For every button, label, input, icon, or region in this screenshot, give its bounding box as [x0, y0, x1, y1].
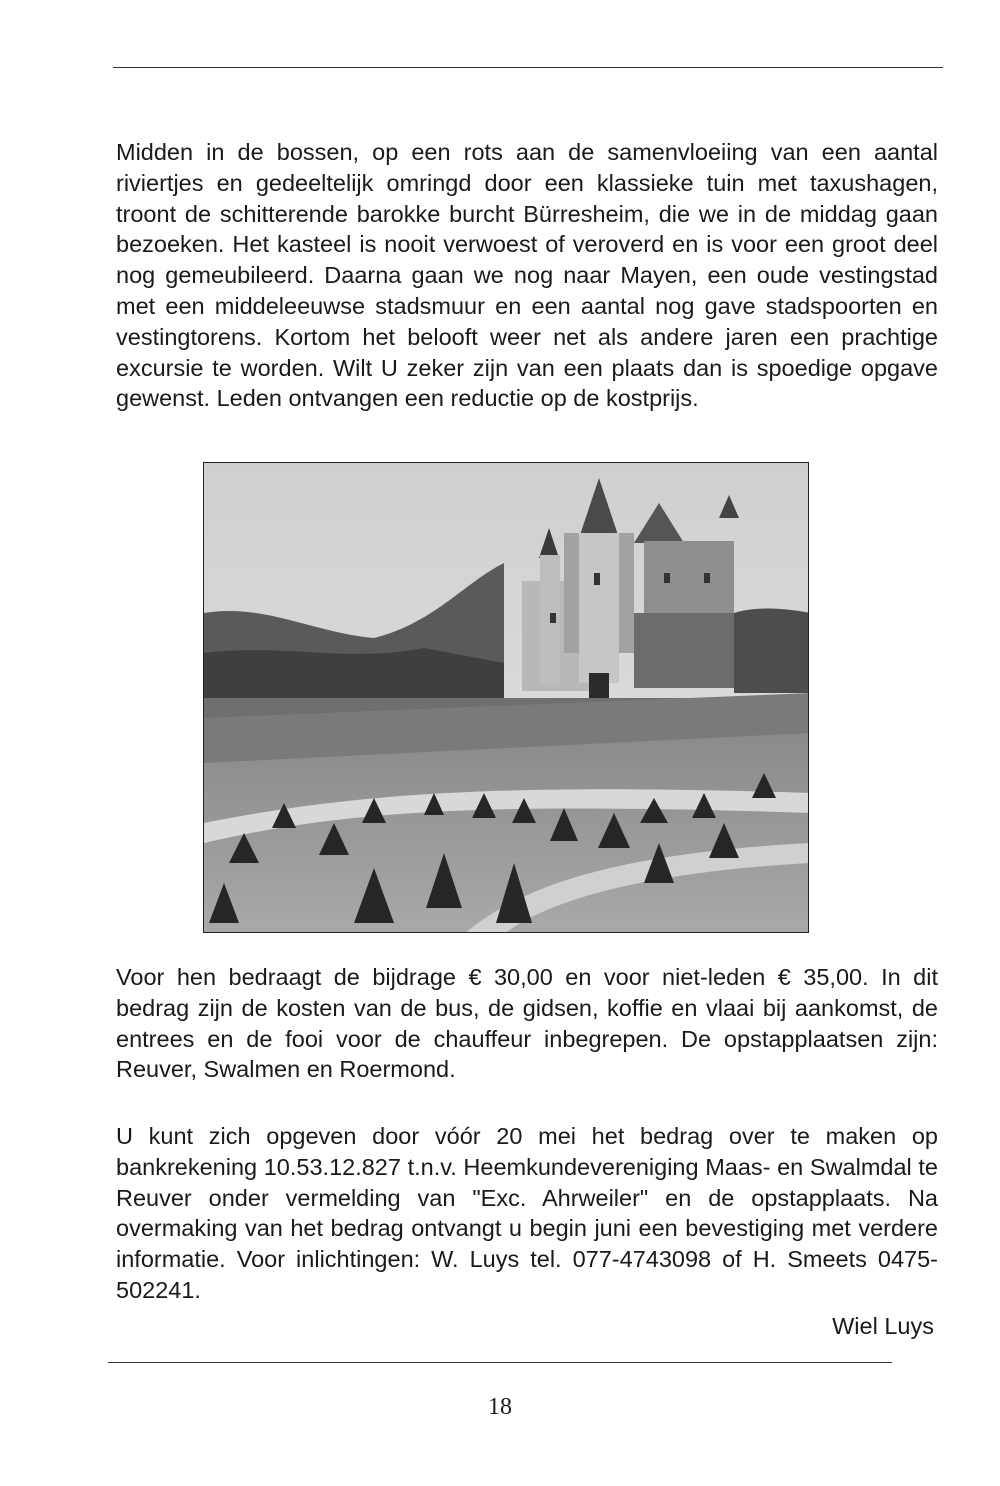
page-number: 18: [488, 1394, 512, 1420]
bottom-rule: [108, 1362, 892, 1363]
paragraph-costs: Voor hen bedraagt de bijdrage € 30,00 en voor niet-leden € 35,00. In dit bedrag zijn de kosten van de bus, de gidsen, koffie en vlaai bij aankomst, de entrees en de fooi voor de chauffeur inbegrepen. De opstapplaatsen zijn: Reuver, Swalmen en Roermond.: [116, 964, 938, 1083]
top-rule: [113, 67, 943, 68]
paragraph-intro: Midden in de bossen, op een rots aan de samenvloeiing van een aantal riviertjes en gedeeltelijk omringd door een klassieke tuin met taxushagen, troont de schitterende barokke burcht Bürresheim, die we in de middag gaan bezoeken. Het kasteel is nooit verwoest of veroverd en is voor een groot deel nog gemeubileerd. Daarna gaan we nog naar Mayen, een oude vestingstad met een middeleeuwse stadsmuur en een aantal nog gave stadspoorten en vestingtorens. Kortom het belooft weer net als andere jaren een prachtige excursie te worden. Wilt U zeker zijn van een plaats dan is spoedige opgave gewenst. Leden ontvangen een reductie op de kostprijs.: [116, 139, 938, 412]
signature: Wiel Luys: [832, 1313, 934, 1339]
paragraph-registration: U kunt zich opgeven door vóór 20 mei het bedrag over te maken op bankrekening 10.53.12.827 t.n.v. Heemkundevereniging Maas- en Swalmdal te Reuver onder vermelding van "Exc. Ahrweiler" en de opstapplaats. Na overmaking van het bedrag ontvangt u begin juni een bevestiging met verdere informatie. Voor inlichtingen: W. Luys tel. 077-4743098 of H. Smeets 0475-502241.: [116, 1123, 938, 1303]
castle-photo: [203, 462, 809, 933]
